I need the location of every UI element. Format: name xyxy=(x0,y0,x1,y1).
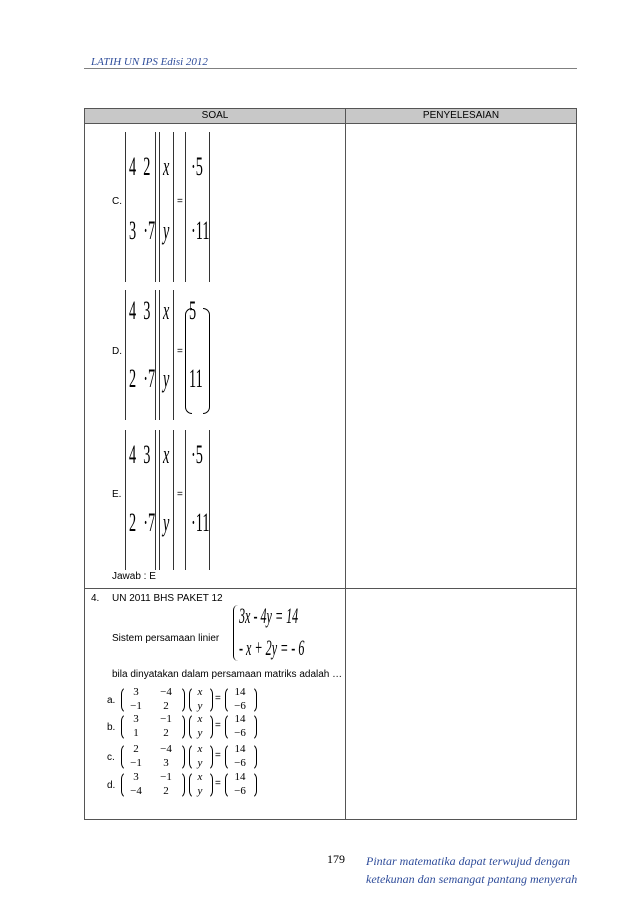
cell: y xyxy=(197,785,203,797)
cell: y xyxy=(163,508,170,537)
bar xyxy=(155,290,156,420)
q4-number: 4. xyxy=(91,593,100,604)
cell: −4 xyxy=(130,785,142,797)
equals: = xyxy=(177,346,183,357)
bar xyxy=(209,132,210,282)
cell: y xyxy=(197,757,203,769)
equals: = xyxy=(177,196,183,207)
option-label: d. xyxy=(107,780,116,791)
cell: 3 xyxy=(133,686,139,698)
cell: ·7 xyxy=(143,508,156,537)
option-d-label: D. xyxy=(112,346,122,357)
option-label: b. xyxy=(107,722,116,733)
cell: x xyxy=(163,296,170,325)
cell: x xyxy=(197,771,203,783)
bar xyxy=(159,132,160,282)
cell: −4 xyxy=(160,743,172,755)
cell: x xyxy=(197,713,203,725)
option-label: a. xyxy=(107,695,116,706)
col-header-penyelesaian: PENYELESAIAN xyxy=(346,109,577,124)
option-e-label: E. xyxy=(112,489,122,500)
cell: 3 xyxy=(133,771,139,783)
cell: ·5 xyxy=(191,440,203,469)
footer-line1: Pintar matematika dapat terwujud dengan xyxy=(366,854,570,868)
cell: ·7 xyxy=(143,216,156,245)
header-title: LATIH UN IPS Edisi 2012 xyxy=(91,56,208,68)
q4-title: UN 2011 BHS PAKET 12 xyxy=(112,593,223,604)
cell: −6 xyxy=(234,785,246,797)
cell: y xyxy=(163,216,170,245)
cell: 4 xyxy=(129,152,137,181)
cell: −6 xyxy=(234,727,246,739)
cell: 4 xyxy=(129,440,137,469)
cell: 14 xyxy=(234,771,246,783)
cell: y xyxy=(197,727,203,739)
cell: 3 xyxy=(129,216,137,245)
footer-line2: ketekunan dan semangat pantang menyerah xyxy=(366,872,578,886)
cell: −6 xyxy=(234,757,246,769)
cell: 14 xyxy=(234,686,246,698)
cell: −1 xyxy=(160,771,172,783)
cell: 3 xyxy=(133,713,139,725)
bar xyxy=(125,290,126,420)
paren-right xyxy=(203,308,210,414)
option-d-rhs xyxy=(189,296,214,394)
bar xyxy=(209,430,210,570)
cell: ·11 xyxy=(191,216,210,245)
cell: x xyxy=(163,440,170,469)
bar xyxy=(155,430,156,570)
cell: 3 xyxy=(143,440,151,469)
option-c-rhs xyxy=(191,152,225,246)
soal-table xyxy=(84,108,577,820)
q4-system xyxy=(239,603,358,661)
option-label: c. xyxy=(107,752,115,763)
cell: 2 xyxy=(143,152,151,181)
cell: 3 xyxy=(163,757,169,769)
cell: 5 xyxy=(189,296,197,325)
page-number: 179 xyxy=(327,852,345,866)
bar xyxy=(173,430,174,570)
q4-system-label: Sistem persamaan linier xyxy=(112,633,220,644)
cell: x xyxy=(197,686,203,698)
bar xyxy=(159,430,160,570)
cell: −1 xyxy=(130,757,142,769)
option-e-rhs xyxy=(191,440,225,538)
equals: = xyxy=(215,750,221,761)
bar xyxy=(173,290,174,420)
cell: ·11 xyxy=(191,508,210,537)
bar xyxy=(173,132,174,282)
bar xyxy=(185,430,186,570)
equals: = xyxy=(215,720,221,731)
col-header-soal: SOAL xyxy=(85,109,346,124)
q3-solution-cell xyxy=(346,124,577,589)
cell: y xyxy=(163,364,170,393)
header-rule xyxy=(84,68,577,69)
equals: = xyxy=(177,489,183,500)
bar xyxy=(125,430,126,570)
equals: = xyxy=(215,693,221,704)
cell: −1 xyxy=(160,713,172,725)
eq2: - x + 2y = - 6 xyxy=(239,635,305,660)
q3-cell xyxy=(85,124,346,589)
cell: 4 xyxy=(129,296,137,325)
cell: 2 xyxy=(163,727,169,739)
cell: 2 xyxy=(129,364,137,393)
cell: 1 xyxy=(133,727,139,739)
q4-cell xyxy=(85,589,346,820)
cell: 2 xyxy=(129,508,137,537)
bar xyxy=(155,132,156,282)
bar xyxy=(159,290,160,420)
cell: x xyxy=(163,152,170,181)
option-c-label: C. xyxy=(112,196,122,207)
footer-motto xyxy=(366,852,577,888)
eq1: 3x - 4y = 14 xyxy=(239,603,299,628)
bar xyxy=(185,132,186,282)
cell: −4 xyxy=(160,686,172,698)
cell: x xyxy=(197,743,203,755)
cell: 14 xyxy=(234,713,246,725)
cell: 2 xyxy=(133,743,139,755)
paren-left xyxy=(185,308,192,414)
system-brace xyxy=(233,605,238,661)
cell: 3 xyxy=(143,296,151,325)
bar xyxy=(125,132,126,282)
cell: −1 xyxy=(130,700,142,712)
cell: ·7 xyxy=(143,364,156,393)
cell: ·5 xyxy=(191,152,203,181)
cell: y xyxy=(197,700,203,712)
cell: 11 xyxy=(189,364,203,393)
q3-answer: Jawab : E xyxy=(112,571,156,582)
cell: −6 xyxy=(234,700,246,712)
q4-solution-cell xyxy=(346,589,577,820)
cell: 14 xyxy=(234,743,246,755)
equals: = xyxy=(215,778,221,789)
cell: 2 xyxy=(163,700,169,712)
cell: 2 xyxy=(163,785,169,797)
q4-question: bila dinyatakan dalam persamaan matriks adalah … xyxy=(112,669,343,680)
